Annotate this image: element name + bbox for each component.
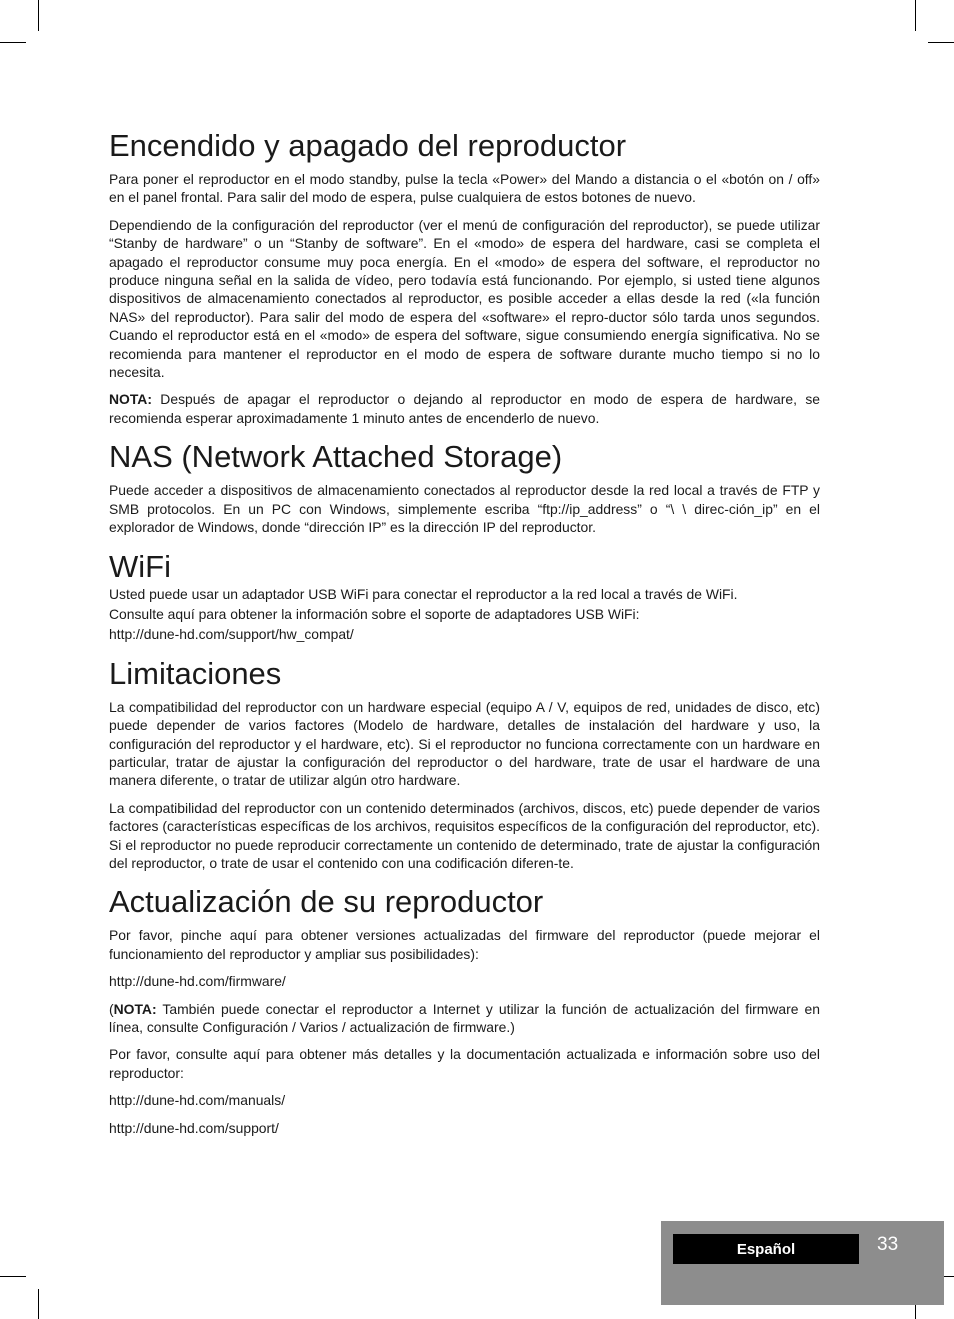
section-title: WiFi [109, 548, 171, 584]
url-link[interactable]: http://dune-hd.com/support/ [109, 1119, 279, 1136]
section-limitaciones [109, 656, 820, 873]
crop-mark [928, 42, 954, 43]
note-label: NOTA: [109, 391, 152, 408]
url-link[interactable]: http://dune-hd.com/support/hw_compat/ [109, 626, 354, 643]
language-label: Español [673, 1234, 859, 1264]
url-link[interactable]: http://dune-hd.com/manuals/ [109, 1092, 286, 1109]
paragraph: Por favor, consulte aquí para obtener más detalles y la documentación actualizada e información sobre uso del reproductor: [109, 1046, 820, 1081]
note-text: También puede conectar el reproductor a Internet y utilizar la función de actualización del firmware en línea, consulte Configuración / Varios / actualización de firmware.) [109, 1000, 820, 1035]
url-link[interactable]: http://dune-hd.com/firmware/ [109, 973, 286, 990]
paragraph: Dependiendo de la configuración del reproductor (ver el menú de configuración del reproductor), se puede utilizar “Stanby de hardware” o un “Stanby de software”. En el «modo» de espera del hardware, casi se completa el apagado el reproductor consume muy poca energía. En el «modo» de espera del software, el reproductor no produce ninguna señal en la salida de vídeo, pero todavía está funcionando. Por ejemplo, si usted tiene algunos dispositivos de almacenamiento conectados al reproductor, es posible acceder a ellas desde la red («la función NAS» del reproductor). Para salir del modo de espera del «software» el repro-ductor sólo tarda unos segundos. Cuando el reproductor está en el «modo» de espera del software, sigue consumiendo energía significativa. No se recomienda para mantener el reproductor en el modo de espera de software durante mucho tiempo si no lo necesita. [109, 216, 820, 381]
note-text: Después de apagar el reproductor o dejando al reproductor en modo de espera de hardware, se recomienda esperar aproximadamente 1 minuto antes de encenderlo de nuevo. [109, 391, 820, 426]
section-title: Limitaciones [109, 655, 282, 691]
note-label: NOTA: [113, 1000, 157, 1017]
section-title: Encendido y apagado del reproductor [109, 128, 627, 163]
crop-mark [38, 0, 39, 31]
crop-mark [0, 42, 26, 43]
section-nas [109, 439, 820, 536]
note-paragraph [109, 1000, 820, 1037]
section-wifi [109, 549, 820, 644]
paragraph: Puede acceder a dispositivos de almacenamiento conectados al reproductor desde la red local a través de FTP y SMB protocolos. En un PC con Windows, simplemente escriba “ftp://ip_address” o “\ \ direc-ción_ip” en el explorador de Windows, donde “dirección IP” es la dirección IP del reproductor. [109, 482, 820, 536]
section-title: Actualización de su reproductor [109, 884, 544, 920]
crop-mark [915, 0, 916, 31]
note-open-paren: ( [109, 1000, 114, 1017]
section-actualizacion [109, 884, 820, 1137]
paragraph: Por favor, pinche aquí para obtener versiones actualizadas del firmware del reproductor (puede mejorar el funcionamiento del reproductor y ampliar sus posibilidades): [109, 927, 820, 962]
section-encendido [109, 128, 820, 427]
page-content [109, 128, 820, 1149]
note-paragraph [109, 390, 820, 427]
crop-mark [38, 1289, 39, 1319]
paragraph: La compatibilidad del reproductor con un hardware especial (equipo A / V, equipos de red, unidades de disco, etc) puede depender de varios factores (Modelo de hardware, detalles de instalación del hardware y uso, la configuración del reproductor y el hardware, etc). Si el reproductor no funciona correctamente con un hardware en particular, tratar de ajustar la configuración del reproductor o del hardware, trate de usar el hardware de una manera diferente, o tratar de utilizar algún otro hardware. [109, 698, 820, 789]
paragraph: La compatibilidad del reproductor con un contenido determinados (archivos, discos, etc) puede depender de varios factores (características específicas de los archivos, requisitos específicos de la configuración del reproductor, etc). Si el reproductor no puede reproducir correctamente un contenido de determinado, trate de ajustar la configuración del reproductor, o trate de usar el contenido con una codificación diferen-te. [109, 799, 820, 871]
paragraph: Usted puede usar un adaptador USB WiFi para conectar el reproductor a la red local a través de WiFi. [109, 585, 738, 602]
crop-mark [0, 1276, 26, 1277]
page-number: 33 [877, 1234, 899, 1255]
paragraph: Consulte aquí para obtener la información sobre el soporte de adaptadores USB WiFi: [109, 605, 640, 622]
paragraph: Para poner el reproductor en el modo standby, pulse la tecla «Power» del Mando a distancia o el «botón on / off» en el panel frontal. Para salir del modo de espera, pulse cualquiera de estos botones de nuevo. [109, 171, 820, 206]
section-title: NAS (Network Attached Storage) [109, 439, 563, 475]
